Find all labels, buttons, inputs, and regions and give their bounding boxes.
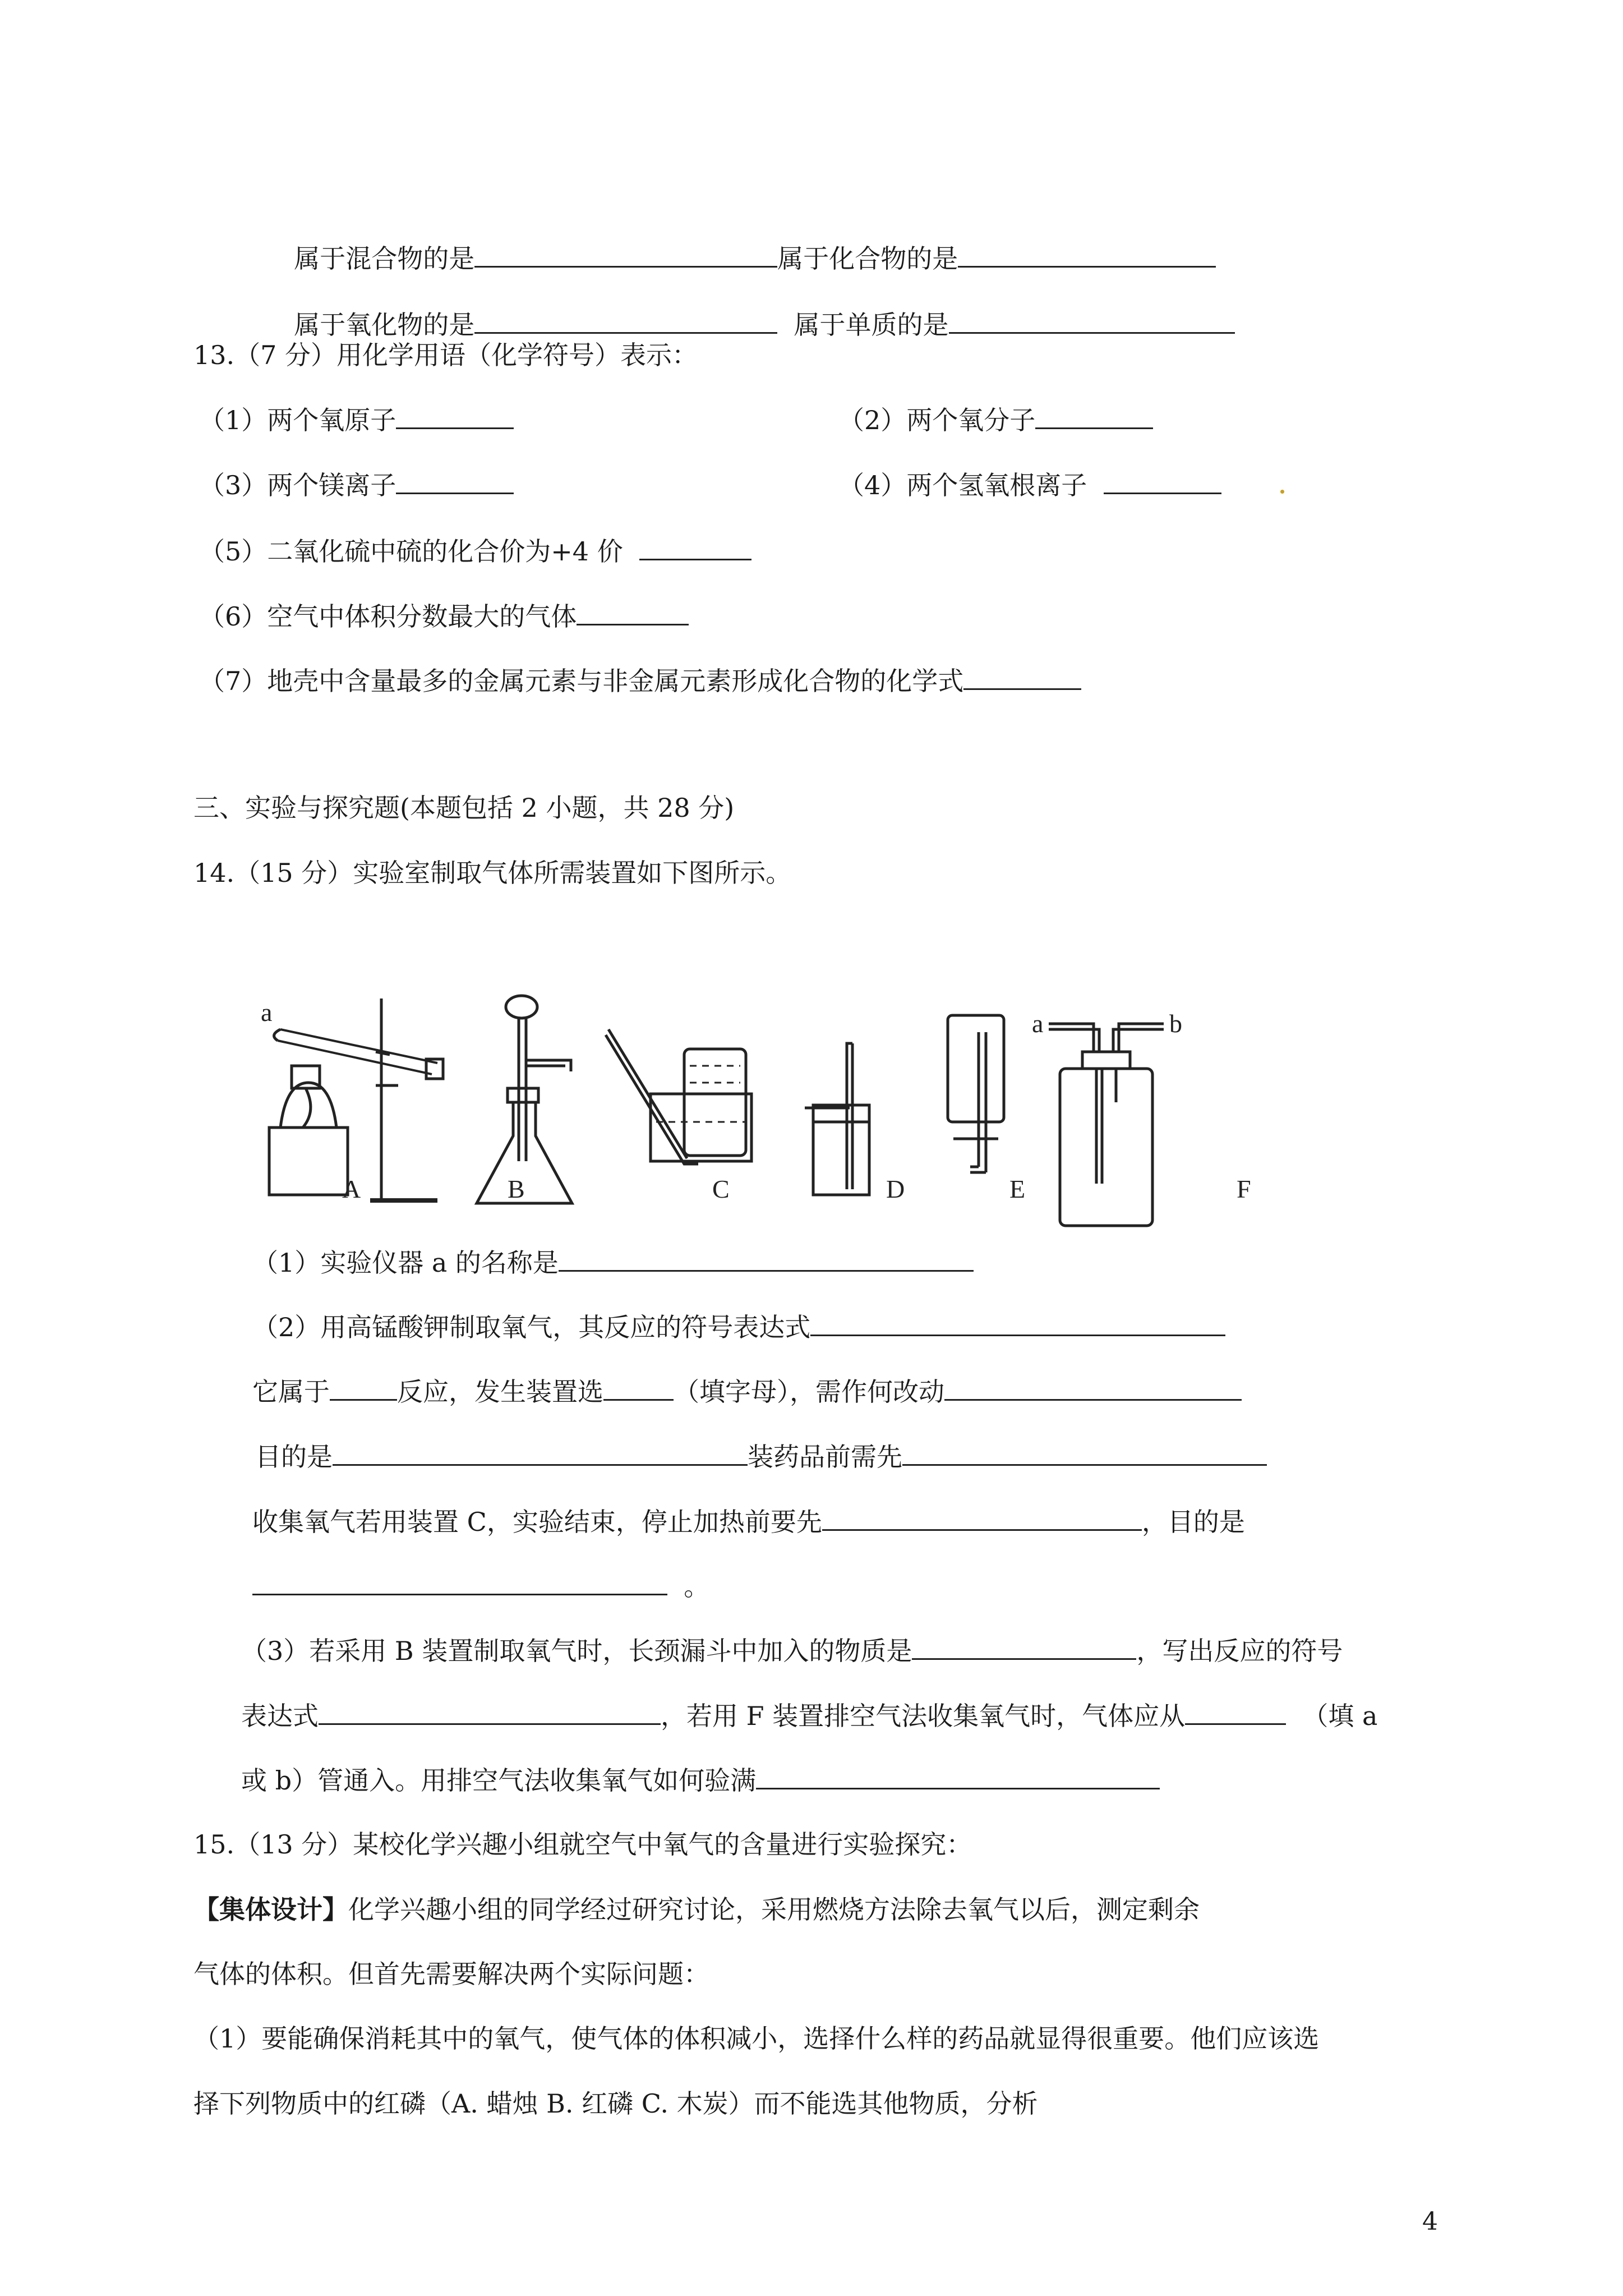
blank-compound[interactable] [958, 241, 1216, 268]
q14-part-8: 表达式 ，若用 F 装置排空气法收集氧气时，气体应从 （填 a [241, 1699, 1377, 1733]
label-E: E [1009, 1175, 1026, 1203]
q15-line-4: 择下列物质中的红磷（A. 蜡烛 B. 红磷 C. 木炭）而不能选其他物质，分析 [193, 2088, 1038, 2119]
q13-item-5: （5）二氧化硫中硫的化合价为+4 价 [199, 534, 751, 568]
q14-part-9: 或 b）管通入。用排空气法收集氧气如何验满 [241, 1763, 1160, 1797]
q13-item-6: （6）空气中体积分数最大的气体 [199, 599, 689, 633]
blank-before-loading[interactable] [902, 1439, 1267, 1466]
apparatus-A [261, 998, 443, 1203]
blank-reaction-type[interactable] [330, 1374, 397, 1401]
q14-part-4: 目的是 装药品前需先 [255, 1439, 1267, 1474]
label-F: F [1237, 1175, 1251, 1203]
label-mixture: 属于混合物的是 [294, 243, 475, 274]
q14-part-6: 。 [252, 1569, 709, 1603]
q14-part-3: 它属于 反应，发生装置选 （填字母），需作何改动 [252, 1374, 1242, 1409]
label-element: 属于单质的是 [794, 310, 949, 340]
q15-line-2: 气体的体积。但首先需要解决两个实际问题： [193, 1959, 709, 1989]
label-B: B [508, 1175, 525, 1203]
blank-apparatus-choice[interactable] [603, 1374, 674, 1401]
blank-element[interactable] [949, 307, 1235, 334]
q14-part-2: （2）用高锰酸钾制取氧气，其反应的符号表达式 [252, 1310, 1225, 1344]
apparatus-E [948, 1015, 1025, 1203]
q13-heading: 13.（7 分）用化学用语（化学符号）表示： [193, 340, 698, 370]
apparatus-D [805, 1043, 905, 1203]
blank-q13-3[interactable] [396, 468, 514, 494]
blank-q13-2[interactable] [1035, 403, 1153, 429]
blank-modification[interactable] [944, 1374, 1242, 1401]
blank-q13-7[interactable] [963, 664, 1081, 690]
blank-q13-1[interactable] [396, 403, 514, 429]
section-3-heading: 三、实验与探究题(本题包括 2 小题，共 28 分) [193, 793, 735, 823]
label-A: A [342, 1175, 361, 1203]
blank-purpose-2[interactable] [252, 1569, 667, 1595]
q13-item-2: （2）两个氧分子 [838, 403, 1153, 437]
q15-heading: 15.（13 分）某校化学兴趣小组就空气中氧气的含量进行实验探究： [193, 1829, 972, 1860]
blank-check-full[interactable] [756, 1763, 1160, 1789]
blank-purpose[interactable] [333, 1439, 748, 1466]
q14-part-1: （1）实验仪器 a 的名称是 [252, 1245, 974, 1280]
blank-q13-6[interactable] [577, 599, 689, 625]
q13-item-1: （1）两个氧原子 [199, 403, 514, 437]
blank-q13-4[interactable] [1104, 468, 1221, 494]
q14-part-5: 收集氧气若用装置 C，实验结束，停止加热前要先 ，目的是 [252, 1504, 1245, 1539]
blank-q14-a[interactable] [559, 1245, 974, 1272]
blank-q13-5[interactable] [639, 534, 751, 560]
apparatus-figure [258, 982, 1408, 1234]
q14-heading: 14.（15 分）实验室制取气体所需装置如下图所示。 [193, 858, 792, 888]
label-F-a: a [1032, 1009, 1044, 1038]
apparatus-C [606, 1029, 751, 1203]
q13-item-3: （3）两个镁离子 [199, 468, 514, 502]
q13-item-7: （7）地壳中含量最多的金属元素与非金属元素形成化合物的化学式 [199, 664, 1081, 698]
fill-line-mixture-compound [278, 208, 1216, 275]
q15-design-line: 【集体设计】化学兴趣小组的同学经过研究讨论，采用燃烧方法除去氧气以后，测定剩余 [193, 1894, 1200, 1925]
blank-before-stop-heating[interactable] [822, 1504, 1142, 1531]
label-a-top: a [261, 998, 273, 1027]
label-oxide: 属于氧化物的是 [294, 310, 475, 340]
q13-item-4: （4）两个氢氧根离子 [838, 468, 1221, 502]
blank-q14-equation[interactable] [810, 1310, 1225, 1336]
label-D: D [886, 1175, 905, 1203]
apparatus-F [1032, 1009, 1251, 1226]
fill-line-oxide-element [278, 274, 1235, 342]
label-F-b: b [1169, 1009, 1182, 1038]
label-compound: 属于化合物的是 [777, 243, 958, 274]
blank-equation-2[interactable] [319, 1699, 661, 1725]
q14-part-7: （3）若采用 B 装置制取氧气时，长颈漏斗中加入的物质是 ，写出反应的符号 [241, 1634, 1343, 1668]
blank-inlet[interactable] [1185, 1699, 1286, 1725]
blank-oxide[interactable] [474, 307, 777, 334]
page-number: 4 [1422, 2207, 1438, 2236]
blank-mixture[interactable] [474, 241, 777, 268]
blank-funnel-substance[interactable] [912, 1634, 1136, 1660]
q15-line-3: （1）要能确保消耗其中的氧气，使气体的体积减小，选择什么样的药品就显得很重要。他们应该选 [193, 2023, 1320, 2054]
apparatus-B [477, 996, 572, 1203]
label-C: C [712, 1175, 730, 1203]
